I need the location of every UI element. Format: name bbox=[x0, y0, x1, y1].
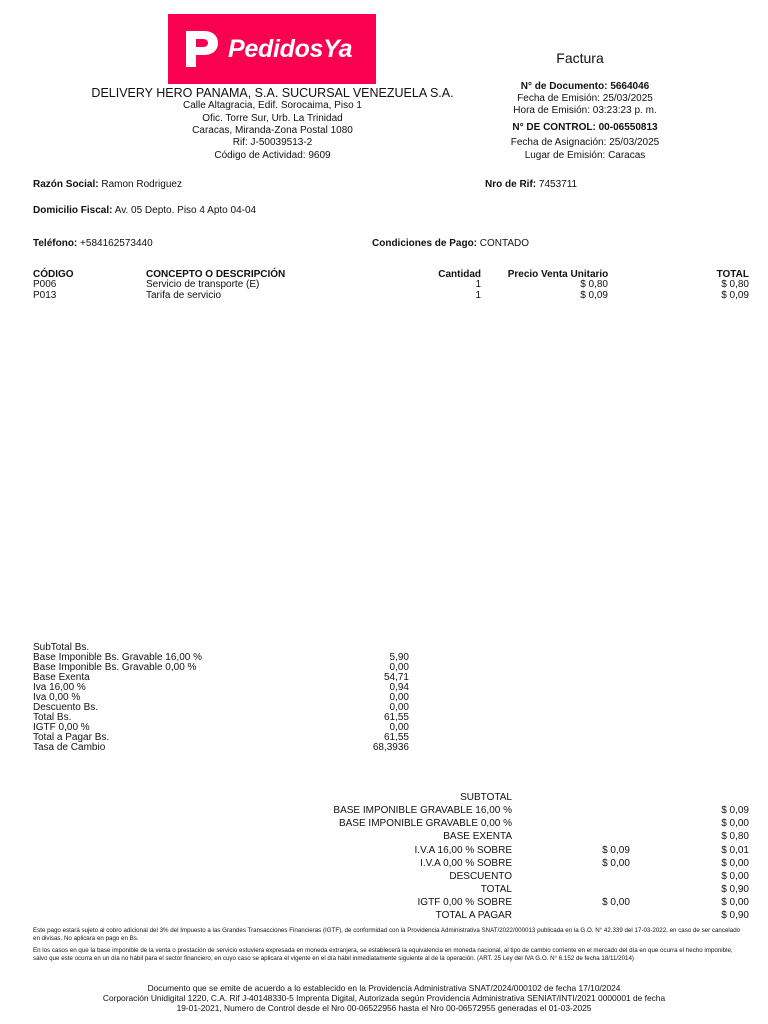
bs-summary-value: 54,71 bbox=[383, 672, 409, 683]
payment-conditions bbox=[372, 238, 529, 249]
issue-time: Hora de Emisión: 03:23:23 p. m. bbox=[513, 105, 657, 116]
bs-summary-label: Iva 0,00 % bbox=[33, 692, 81, 703]
bs-summary-label: Total Bs. bbox=[33, 712, 72, 723]
customer-phone bbox=[33, 238, 153, 249]
bs-summary-value: 0,94 bbox=[389, 682, 409, 693]
company-rif: Rif: J-50039513-2 bbox=[232, 137, 313, 148]
payment-conditions-label: Condiciones de Pago: bbox=[372, 238, 478, 249]
table-cell-quantity: 1 bbox=[475, 279, 481, 290]
totals-value: $ 0,90 bbox=[721, 884, 749, 895]
totals-label: I.V.A 16,00 % SOBRE bbox=[414, 845, 512, 856]
bs-summary-value: 0,00 bbox=[389, 692, 409, 703]
bs-summary-label: Total a Pagar Bs. bbox=[33, 732, 110, 743]
customer-rif-value: 7453711 bbox=[538, 179, 578, 190]
bs-summary-label: Base Imponible Bs. Gravable 16,00 % bbox=[33, 652, 202, 663]
company-address-line: Caracas, Miranda-Zona Postal 1080 bbox=[192, 125, 353, 136]
totals-label: TOTAL bbox=[480, 884, 512, 895]
customer-rif bbox=[485, 179, 577, 190]
company-address-line: Ofic. Torre Sur, Urb. La Trinidad bbox=[202, 113, 343, 124]
bs-summary-label: IGTF 0,00 % bbox=[33, 722, 90, 733]
bs-summary-label: Base Exenta bbox=[33, 672, 90, 683]
table-cell-quantity: 1 bbox=[475, 290, 481, 301]
issue-place: Lugar de Emisión: Caracas bbox=[524, 150, 646, 161]
col-header-description: CONCEPTO O DESCRIPCIÓN bbox=[146, 269, 286, 280]
table-cell-unit-price: $ 0,09 bbox=[580, 290, 608, 301]
bs-summary-label: Tasa de Cambio bbox=[33, 742, 106, 753]
totals-value: $ 0,90 bbox=[721, 910, 749, 921]
totals-label: DESCUENTO bbox=[449, 871, 512, 882]
customer-name-label: Razón Social: bbox=[33, 179, 99, 190]
issue-date: Fecha de Emisión: 25/03/2025 bbox=[517, 93, 653, 104]
table-cell-description: Tarifa de servicio bbox=[146, 290, 222, 301]
totals-value: $ 0,00 bbox=[721, 897, 749, 908]
col-header-total: TOTAL bbox=[716, 269, 749, 280]
customer-phone-value: +584162573440 bbox=[80, 238, 153, 249]
document-number-value: 5664046 bbox=[610, 81, 650, 92]
bs-summary-value: 5,90 bbox=[389, 652, 409, 663]
bs-summary-value: 0,00 bbox=[389, 722, 409, 733]
totals-label: BASE EXENTA bbox=[443, 831, 512, 842]
totals-value: $ 0,00 bbox=[721, 871, 749, 882]
footer-line: Corporación Unidigital 1220, C.A. Rif J-40148330-5 Imprenta Digital, Autorizada según Providencia Administrativa SENIAT/INTI/2021 0000001 de fecha bbox=[102, 993, 666, 1003]
footer-line: 19-01-2021, Numero de Control desde el Nro 00-06522956 hasta el Nro 00-06572955 generadas el 01-03-2025 bbox=[176, 1003, 592, 1013]
totals-value: $ 0,80 bbox=[721, 831, 749, 842]
bs-summary-label: Base Imponible Bs. Gravable 0,00 % bbox=[33, 662, 197, 673]
pedidosya-logo-icon bbox=[182, 27, 220, 71]
table-cell-unit-price: $ 0,80 bbox=[580, 279, 608, 290]
bs-summary-label: Descuento Bs. bbox=[33, 702, 99, 713]
totals-value: $ 0,00 bbox=[721, 818, 749, 829]
totals-label: TOTAL A PAGAR bbox=[435, 910, 512, 921]
totals-value: $ 0,00 bbox=[721, 858, 749, 869]
col-header-unit-price: Precio Venta Unitario bbox=[507, 269, 609, 280]
control-number-value: 00-06550813 bbox=[598, 122, 658, 133]
customer-address bbox=[33, 205, 256, 216]
totals-label: I.V.A 0,00 % SOBRE bbox=[420, 858, 512, 869]
totals-base-amount: $ 0,00 bbox=[602, 858, 630, 869]
assignment-date: Fecha de Asignación: 25/03/2025 bbox=[510, 137, 660, 148]
logo-wordmark: PedidosYa bbox=[228, 34, 353, 63]
bs-summary-value: 0,00 bbox=[389, 662, 409, 673]
customer-phone-label: Teléfono: bbox=[33, 238, 78, 249]
totals-value: $ 0,01 bbox=[721, 845, 749, 856]
footer-line: Documento que se emite de acuerdo a lo establecido en la Providencia Administrativa SNAT/2024/000102 de fecha 17/10/2024 bbox=[147, 983, 621, 993]
bs-summary-value: 61,55 bbox=[383, 712, 409, 723]
brand-logo bbox=[168, 14, 376, 84]
table-cell-code: P013 bbox=[33, 290, 57, 301]
customer-address-value: Av. 05 Depto. Piso 4 Apto 04-04 bbox=[114, 205, 257, 216]
customer-name-value: Ramon Rodriguez bbox=[101, 179, 182, 190]
table-cell-total: $ 0,09 bbox=[721, 290, 749, 301]
customer-rif-label: Nro de Rif: bbox=[485, 179, 537, 190]
bs-summary-value: 0,00 bbox=[389, 702, 409, 713]
totals-label: BASE IMPONIBLE GRAVABLE 0,00 % bbox=[338, 818, 512, 829]
customer-address-label: Domicilio Fiscal: bbox=[33, 205, 113, 216]
customer-name bbox=[33, 179, 182, 190]
company-address-line: Calle Altagracia, Edif. Sorocaima, Piso 1 bbox=[183, 100, 362, 111]
table-cell-description: Servicio de transporte (E) bbox=[146, 279, 260, 290]
company-name: DELIVERY HERO PANAMA, S.A. SUCURSAL VENEZUELA S.A. bbox=[91, 86, 454, 100]
control-number bbox=[470, 122, 700, 134]
col-header-quantity: Cantidad bbox=[438, 269, 481, 280]
document-number bbox=[470, 81, 700, 93]
document-title: Factura bbox=[556, 50, 604, 66]
bs-summary-value: 61,55 bbox=[383, 732, 409, 743]
table-cell-total: $ 0,80 bbox=[721, 279, 749, 290]
totals-label: IGTF 0,00 % SOBRE bbox=[417, 897, 512, 908]
table-cell-code: P006 bbox=[33, 279, 57, 290]
control-number-label: N° DE CONTROL: bbox=[512, 122, 596, 133]
totals-label: SUBTOTAL bbox=[460, 792, 512, 803]
payment-conditions-value: CONTADO bbox=[479, 238, 530, 249]
bs-summary-label: SubTotal Bs. bbox=[33, 642, 90, 653]
totals-base-amount: $ 0,00 bbox=[602, 897, 630, 908]
col-header-code: CÓDIGO bbox=[33, 269, 74, 280]
totals-label: BASE IMPONIBLE GRAVABLE 16,00 % bbox=[333, 805, 512, 816]
company-activity-code: Código de Actividad: 9609 bbox=[214, 150, 331, 161]
exchange-rate-notice: En los casos en que la base imponible de la venta o prestación de servicio estuviera expresada en moneda extranjera, se establecerá la equivalencia en moneda nacional, al tipo de cambio corriente en el mercado del día en que ocurra el hecho imponible, salvo que este ocurra en un día no hábil para el sector financiero, en cuyo caso se aplicara el vigente en el día hábil inmediatamente siguiente al de la operación. (ART. 25 Ley del IVA G.O. N° 6.152 de fecha 18/11/2014) bbox=[33, 947, 733, 962]
bs-summary-label: Iva 16,00 % bbox=[33, 682, 86, 693]
igtf-notice: Este pago estará sujeto al cobro adicional del 3% del Impuesto a las Grandes Transacciones Financieras (IGTF), de conformidad con la Providencia Administrativa SNAT/2022/000013 publicada en la G.O. N° 42.339 del 17-03-2022, en caso de ser cancelado en divisas. No aplicara en pago en Bs. bbox=[33, 927, 741, 942]
bs-summary-value: 68,3936 bbox=[372, 742, 409, 753]
totals-value: $ 0,09 bbox=[721, 805, 749, 816]
document-number-label: N° de Documento: bbox=[520, 81, 608, 92]
totals-base-amount: $ 0,09 bbox=[602, 845, 630, 856]
